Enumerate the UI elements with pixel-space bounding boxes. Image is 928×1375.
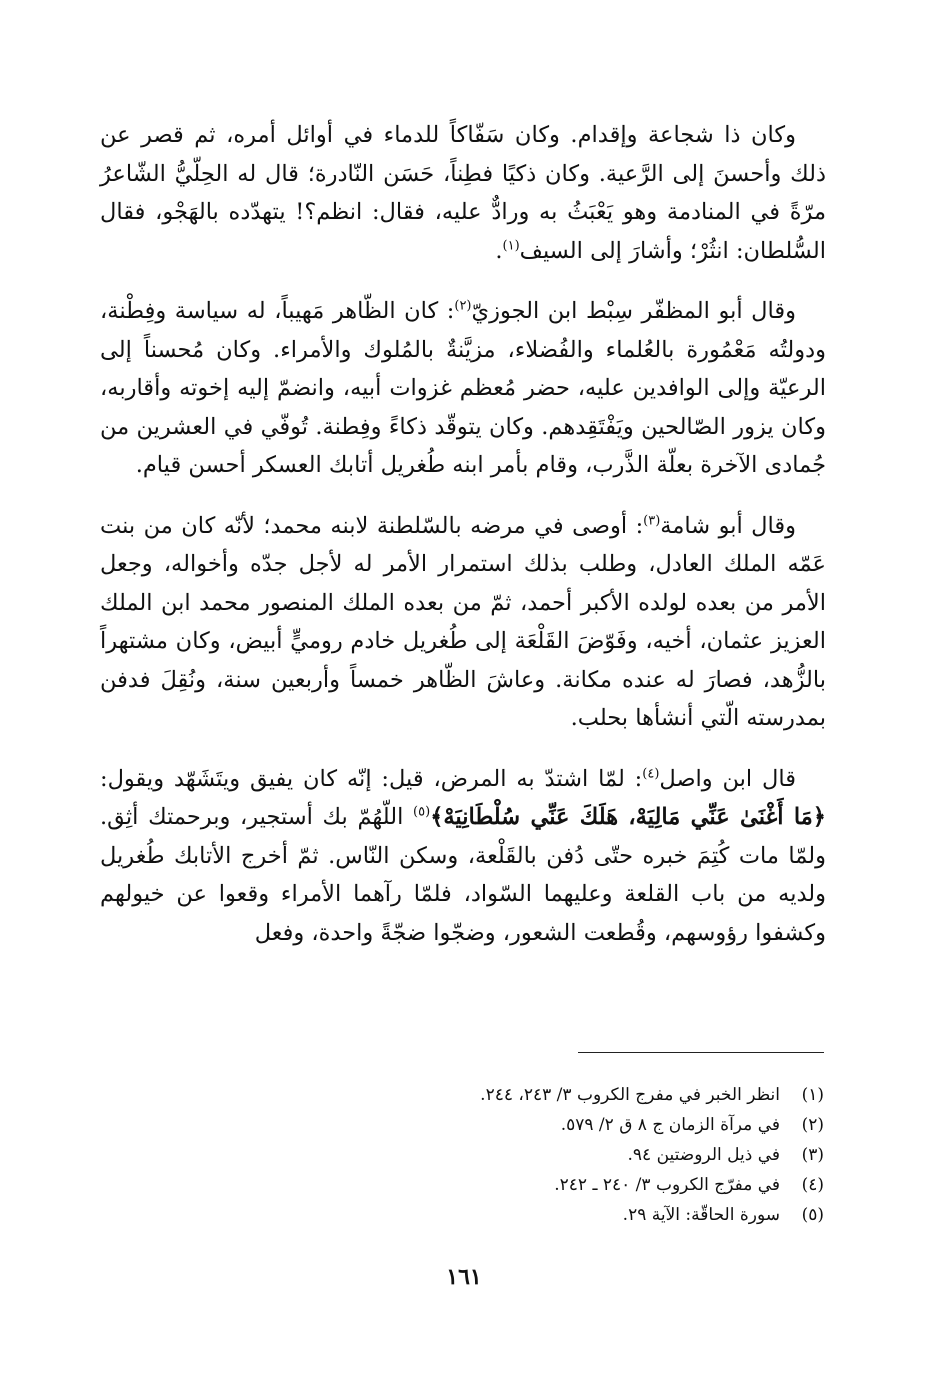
footnote-separator [578, 1052, 824, 1053]
paragraph-text-mid: : لمّا اشتدّ به المرض، قيل: إنّه كان يفيق ويتَشَهّد ويقول: [100, 765, 643, 792]
paragraph-text-end: : أوصى في مرضه بالسّلطنة لابنه محمد؛ لأنّه كان من بنت عَمّه الملك العادل، وطلب بذلك استمرار الأمر له لأجل جدّه وأخواله، وجعل الأمر من بعده لولده الأكبر أحمد، ثمّ من بعده الملك المنصور محمد ابن الملك العزيز عثمان، أخيه، وفَوّضَ القَلْعَة إلى طُغريل خادم روميٍّ أبيض، وكان مشتهراً بالزُّهد، فصارَ له عنده مكانة. وعاشَ الظّاهر خمساً وأربعين سنة، ونُقِلَ فدفن بمدرسته الّتي أنشأها بحلب. [100, 512, 826, 731]
footnote-number: (٣) [801, 1145, 824, 1165]
footnote-item [304, 1200, 824, 1230]
paragraph-1 [100, 116, 826, 270]
footnotes [304, 1080, 824, 1230]
footnote-number: (٢) [801, 1115, 824, 1135]
paragraph-3 [100, 507, 826, 738]
footnote-item [304, 1080, 824, 1110]
footnote-ref-5[interactable]: (٥) [413, 804, 431, 820]
footnote-item [304, 1110, 824, 1140]
footnote-text: في ذيل الروضتين ٩٤. [627, 1145, 780, 1165]
paragraph-4 [100, 760, 826, 953]
footnote-number: (٥) [801, 1205, 824, 1225]
paragraph-text: وكان ذا شجاعة وإقدام. وكان سَفّاكاً للدماء في أوائل أمره، ثم قصر عن ذلك وأحسنَ إلى الرَّعية. وكان ذكيًا فطِناً، حَسَن النّادرة؛ قال له الحِلّيُّ الشّاعرُ مرّةً في المنادمة وهو يَعْبَثُ به ورادٌّ عليه، فقال: انظم؟! يتهدّده بالهَجْو، فقال السُّلطان: انثُرْ؛ وأشارَ إلى السيف [100, 122, 826, 264]
quran-quote: ﴿مَا أَغْنَىٰ عَنِّي مَالِيَهْ، هَلَكَ عَنِّي سُلْطَانِيَهْ﴾ [430, 804, 826, 830]
footnote-number: (٤) [801, 1175, 824, 1195]
footnote-text: في مرآة الزمان ج ٨ ق ٢/ ٥٧٩. [560, 1115, 780, 1135]
main-text [100, 116, 826, 974]
footnote-ref-4[interactable]: (٤) [642, 766, 660, 781]
footnote-text: سورة الحاقّة: الآية ٢٩. [622, 1205, 780, 1225]
paragraph-text: قال ابن واصل [659, 765, 797, 792]
footnote-item [304, 1140, 824, 1170]
paragraph-2 [100, 292, 826, 485]
paragraph-text-end: . [495, 237, 503, 264]
page-number: ١٦١ [446, 1264, 482, 1290]
footnote-ref-1[interactable]: (١) [502, 238, 520, 253]
paragraph-text: وقال أبو شامة [660, 512, 796, 539]
footnote-item [304, 1170, 824, 1200]
paragraph-text-end: اللّهُمّ بك أستجير، وبرحمتك أثِق. ولمّا مات كُتِمَ خبره حتّى دُفن بالقَلْعة، وسكن النّاس. ثمّ أخرج الأتابك طُغريل ولديه من باب القلعة وعليهما السّواد، فلمّا رآهما الأمراء وقعوا عن خيولهم وكشفوا رؤوسهم، وقُطعت الشعور، وضجّوا ضجّةً واحدة، وفعل [100, 804, 826, 946]
footnote-text: في مفرّج الكروب ٣/ ٢٤٠ ـ ٢٤٢. [554, 1175, 780, 1195]
footnote-ref-3[interactable]: (٣) [643, 513, 661, 528]
footnote-number: (١) [801, 1085, 824, 1105]
footnote-ref-2[interactable]: (٢) [454, 298, 472, 314]
footnote-text: انظر الخبر في مفرج الكروب ٣/ ٢٤٣، ٢٤٤. [480, 1085, 780, 1105]
paragraph-text: وقال أبو المظفّر سِبْط ابن الجوزيّ [471, 298, 796, 324]
paragraph-text-end: : كان الظّاهر مَهيباً، له سياسة وفِطْنة، ودولتُه مَعْمُورة بالعُلماء والفُضلاء، مزيَّنةٌ بالمُلوك والأمراء. وكان مُحسناً إلى الرعيّة وإلى الوافدين عليه، حضر مُعظم غزوات أبيه، وانضمّ إليه إخوته وأقاربه، وكان يزور الصّالحين ويَفْتَقِدهم. وكان يتوقّد ذكاءً وفِطنة. تُوفّي في العشرين من جُمادى الآخرة بعلّة الذَّرب، وقام بأمر ابنه طُغريل أتابك العسكر أحسن قيام. [100, 298, 826, 478]
